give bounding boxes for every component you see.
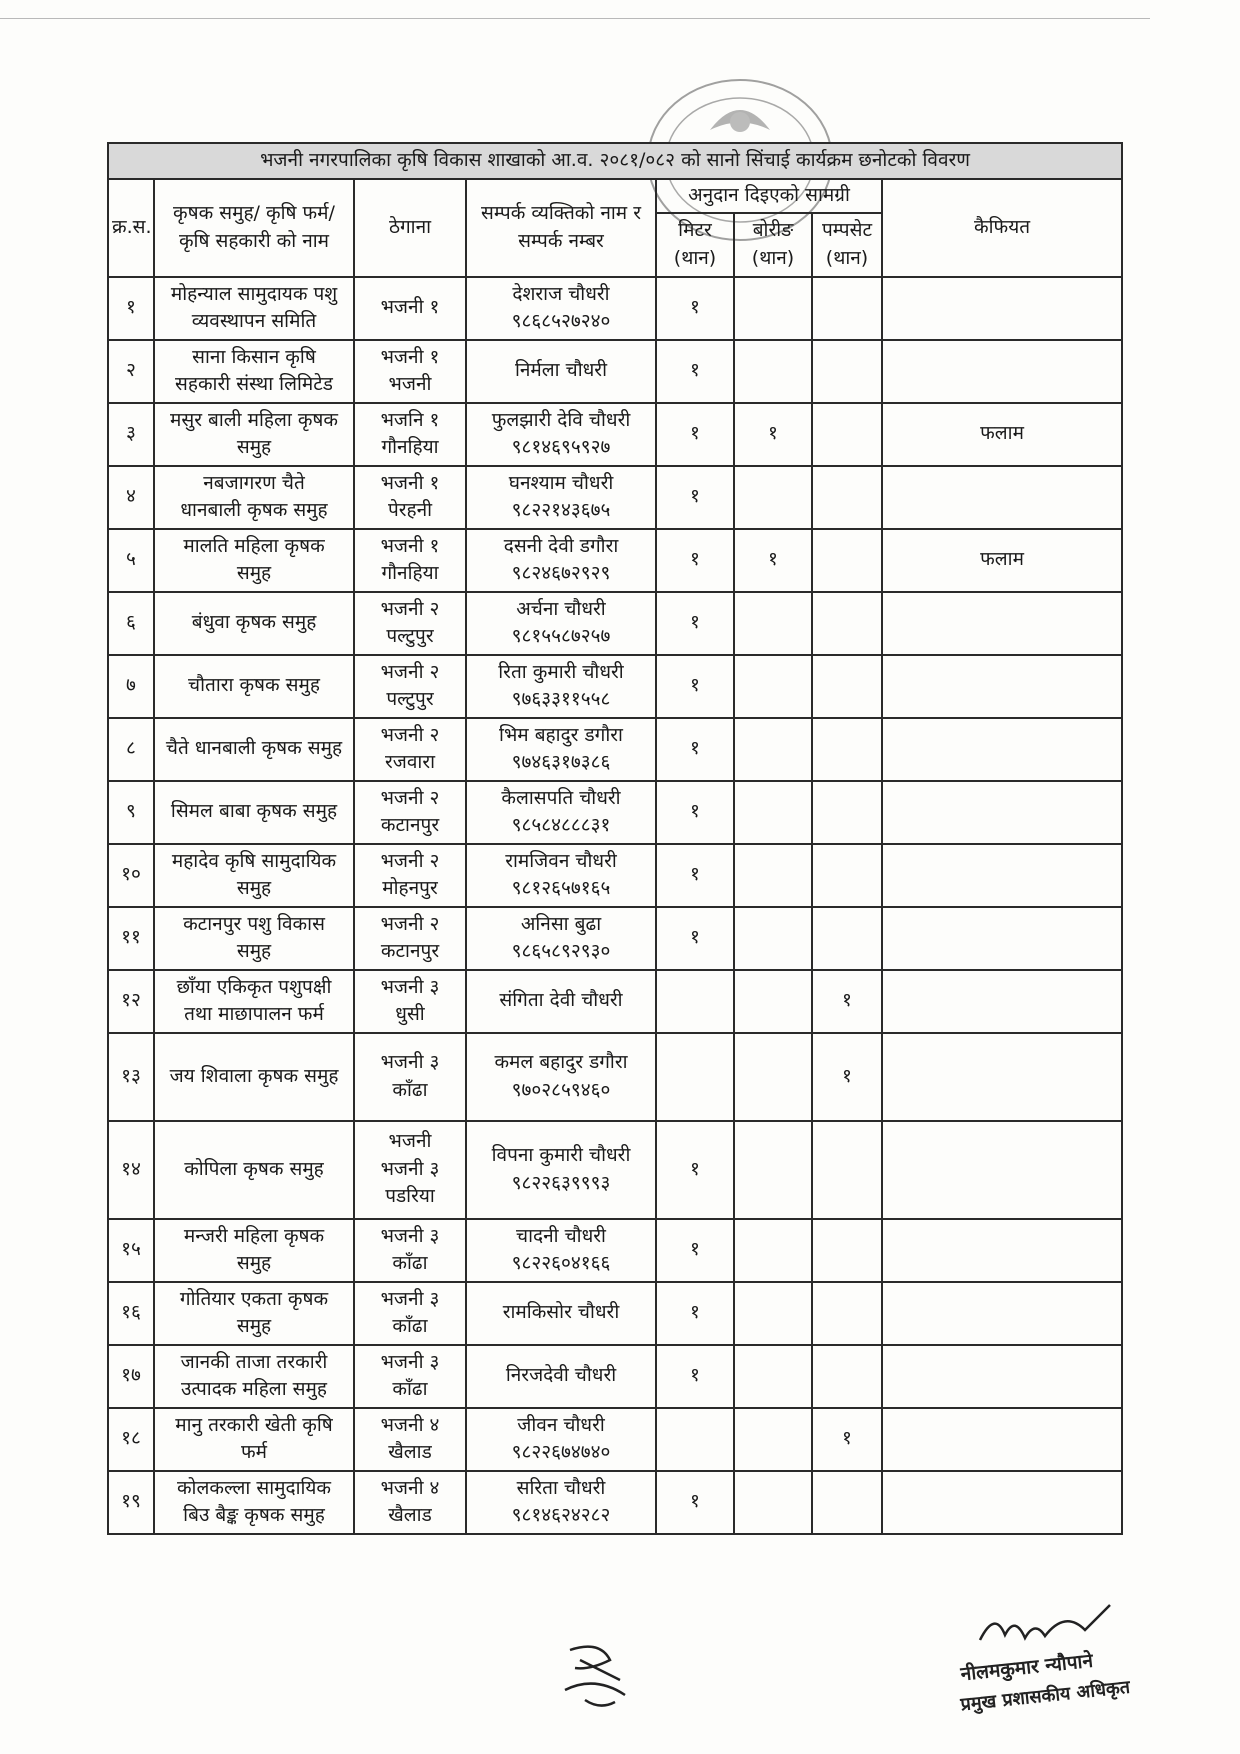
cell-pumpset [812,340,882,403]
table-row [108,1282,1122,1345]
cell-contact-line: फुलझारी देवि चौधरी [491,408,631,431]
cell-address-line: भजनी [388,373,432,396]
cell-remarks [882,1219,1122,1282]
cell-contact-line: निरजदेवी चौधरी [505,1364,617,1387]
cell-meter: १ [656,718,734,781]
cell-pumpset [812,1121,882,1219]
cell-contact [466,844,656,907]
cell-address-line: पडरिया [385,1185,435,1208]
header-sn: क्र.स. [108,179,154,277]
cell-meter: १ [656,655,734,718]
cell-address-line: गौनहिया [381,562,439,585]
cell-name [154,592,354,655]
cell-name-line: धानबाली कृषक समुह [180,499,328,522]
cell-address-line: कटानपुर [380,814,440,837]
cell-contact [466,1408,656,1471]
cell-remarks: फलाम [882,403,1122,466]
cell-boring [734,1345,812,1408]
cell-sn: १० [108,844,154,907]
cell-pumpset: १ [812,970,882,1033]
cell-remarks [882,1471,1122,1534]
cell-sn: ४ [108,466,154,529]
cell-boring: १ [734,529,812,592]
cell-pumpset [812,1219,882,1282]
cell-contact [466,466,656,529]
cell-name [154,1282,354,1345]
cell-pumpset [812,466,882,529]
cell-contact-line: ९८१२६५७१६५ [511,877,611,900]
cell-address-line: भजनी २ [380,849,440,872]
cell-boring [734,1121,812,1219]
cell-remarks [882,1033,1122,1121]
cell-name-line: समुह [236,562,272,585]
cell-meter [656,1033,734,1121]
cell-contact [466,529,656,592]
cell-address [354,655,466,718]
table-row [108,970,1122,1033]
cell-contact-line: अर्चना चौधरी [516,597,606,620]
cell-name-line: नबजागरण चैते [203,471,305,494]
cell-name-line: समुह [236,1252,272,1275]
header-contact: सम्पर्क व्यक्तिको नाम र सम्पर्क नम्बर [466,179,656,277]
cell-pumpset [812,655,882,718]
table-row [108,466,1122,529]
cell-name [154,1121,354,1219]
cell-contact-line: ९८१४६९५९२७ [511,436,611,459]
cell-contact-line: जीवन चौधरी [517,1413,605,1436]
cell-remarks [882,970,1122,1033]
cell-contact [466,1471,656,1534]
cell-contact [466,1033,656,1121]
table-title: भजनी नगरपालिका कृषि विकास शाखाको आ.व. २०८१/०८२ को सानो सिंचाई कार्यक्रम छनोटको विवरण [108,143,1122,179]
cell-address-line: काँढा [392,1315,428,1338]
cell-name-line: छाँया एकिकृत पशुपक्षी [176,975,332,998]
table-row [108,1033,1122,1121]
cell-boring: १ [734,403,812,466]
cell-sn: ६ [108,592,154,655]
cell-address [354,1345,466,1408]
cell-contact [466,403,656,466]
cell-boring [734,340,812,403]
cell-name-line: साना किसान कृषि [192,345,316,368]
cell-name-line: चैते धानबाली कृषक समुह [165,737,343,760]
cell-sn: ५ [108,529,154,592]
cell-address-line: पल्टुपुर [386,688,434,711]
cell-contact-line: ९८२२६०४१६६ [511,1252,611,1275]
table-row [108,1121,1122,1219]
cell-contact [466,907,656,970]
cell-remarks [882,466,1122,529]
cell-address-line: गौनहिया [381,436,439,459]
official-name: नीलमकुमार न्यौपाने [959,1649,1094,1686]
cell-address-line: काँढा [392,1252,428,1275]
cell-address-line: भजनि १ [380,408,440,431]
cell-pumpset [812,277,882,340]
cell-name-line: कटानपुर पशु विकास [183,912,325,935]
cell-address-line: कटानपुर [380,940,440,963]
cell-name-line: गोतियार एकता कृषक [179,1287,329,1310]
cell-remarks [882,907,1122,970]
table-row [108,1219,1122,1282]
cell-contact-line: कमल बहादुर डगौरा [494,1051,628,1073]
cell-contact [466,1219,656,1282]
cell-boring [734,1219,812,1282]
cell-sn: १२ [108,970,154,1033]
cell-name [154,1471,354,1534]
cell-contact [466,718,656,781]
cell-name-line: बंधुवा कृषक समुह [191,611,317,634]
header-meter: मिटर (थान) [656,213,734,277]
cell-meter: १ [656,844,734,907]
cell-address [354,340,466,403]
cell-address [354,781,466,844]
cell-meter: १ [656,403,734,466]
cell-meter [656,1408,734,1471]
cell-contact [466,277,656,340]
cell-name [154,655,354,718]
cell-remarks: फलाम [882,529,1122,592]
cell-address-line: भजनी २ [380,912,440,935]
cell-address-line: खैलाड [388,1441,432,1464]
cell-boring [734,1033,812,1121]
cell-name [154,1408,354,1471]
cell-pumpset [812,781,882,844]
cell-name-line: मन्जरी महिला कृषक [183,1224,325,1247]
table-row [108,907,1122,970]
table-body [108,277,1122,1534]
signature-mark [550,1640,640,1715]
cell-sn: १३ [108,1033,154,1121]
cell-address-line: भजनी ३ [380,1224,440,1247]
table-row [108,655,1122,718]
cell-name-line: उत्पादक महिला समुह [181,1378,327,1401]
table-row [108,1471,1122,1534]
cell-name-line: जय शिवाला कृषक समुह [169,1064,339,1087]
cell-contact-line: सरिता चौधरी [516,1476,606,1499]
cell-address [354,592,466,655]
cell-contact-line: ९८६८५२७२४० [511,310,611,333]
cell-address-line: भजनी ३ [380,1051,440,1073]
cell-contact-line: ९८२२६७४७४० [511,1441,611,1464]
cell-address [354,1408,466,1471]
cell-address-line: पल्टुपुर [386,625,434,648]
cell-boring [734,781,812,844]
cell-name [154,529,354,592]
cell-name-line: जानकी ताजा तरकारी [180,1350,328,1373]
table-row [108,277,1122,340]
cell-name-line: तथा माछापालन फर्म [184,1003,324,1026]
cell-address-line: काँढा [392,1078,428,1101]
cell-sn: ११ [108,907,154,970]
cell-meter: १ [656,277,734,340]
cell-meter: १ [656,781,734,844]
cell-address-line: खैलाड [388,1504,432,1527]
cell-sn: ३ [108,403,154,466]
cell-contact-line: ९७०२८५९४६० [511,1078,611,1101]
cell-boring [734,655,812,718]
cell-name-line: मोहन्याल सामुदायक पशु [170,282,338,305]
table-row [108,718,1122,781]
cell-contact-line: ९८६५८९२९३० [511,940,611,963]
cell-boring [734,592,812,655]
cell-contact [466,592,656,655]
cell-boring [734,970,812,1033]
cell-contact-line: ९८२२६३९९९३ [511,1171,611,1194]
cell-address-line: धुसी [395,1003,425,1026]
cell-contact-line: ९८५८४८८८३१ [511,814,611,837]
cell-name-line: चौतारा कृषक समुह [188,674,320,697]
cell-address [354,970,466,1033]
cell-meter: १ [656,1282,734,1345]
cell-sn: २ [108,340,154,403]
cell-sn: १८ [108,1408,154,1471]
cell-name [154,970,354,1033]
cell-contact-line: ९७४६३१७३८६ [511,751,611,774]
cell-contact [466,1345,656,1408]
table-row [108,403,1122,466]
cell-name [154,781,354,844]
cell-pumpset [812,1282,882,1345]
cell-meter: १ [656,340,734,403]
cell-boring [734,277,812,340]
cell-boring [734,718,812,781]
cell-contact-line: रिता कुमारी चौधरी [498,660,624,683]
cell-name-line: सिमल बाबा कृषक समुह [170,800,338,823]
cell-contact-line: निर्मला चौधरी [514,359,608,382]
cell-contact [466,970,656,1033]
cell-address-line: पेरहनी [387,499,433,522]
cell-contact [466,1121,656,1219]
table-row [108,1345,1122,1408]
cell-name [154,1219,354,1282]
cell-remarks [882,718,1122,781]
cell-contact-line: अनिसा बुढा [520,912,602,935]
cell-address [354,466,466,529]
cell-address [354,1471,466,1534]
cell-address-line: भजनी २ [380,786,440,809]
cell-address-line: भजनी ४ [380,1413,440,1436]
cell-name-line: मालति महिला कृषक [183,534,325,557]
cell-boring [734,844,812,907]
cell-pumpset [812,592,882,655]
cell-contact-line: ९७६३३११५५८ [511,688,611,711]
cell-name [154,1033,354,1121]
cell-boring [734,1282,812,1345]
cell-name-line: सहकारी संस्था लिमिटेड [175,373,333,396]
cell-contact [466,655,656,718]
cell-address-line: भजनी २ [380,660,440,683]
header-remarks: कैफियत [882,179,1122,277]
cell-meter: १ [656,1121,734,1219]
cell-address [354,403,466,466]
cell-address-line: भजनी १ [380,345,440,368]
cell-name-line: मसुर बाली महिला कृषक [169,408,338,431]
cell-contact-line: ९८२२१४३६७५ [511,499,611,522]
header-name: कृषक समुह/ कृषि फर्म/ कृषि सहकारी को नाम [154,179,354,277]
cell-pumpset [812,907,882,970]
cell-contact-line: रामजिवन चौधरी [505,849,617,872]
cell-contact [466,340,656,403]
cell-address [354,907,466,970]
cell-remarks [882,1345,1122,1408]
cell-address [354,277,466,340]
cell-address [354,844,466,907]
cell-name-line: समुह [236,940,272,963]
cell-address-line: भजनी ३ [380,1287,440,1310]
cell-boring [734,466,812,529]
cell-pumpset [812,1471,882,1534]
cell-remarks [882,1282,1122,1345]
cell-pumpset [812,403,882,466]
cell-name-line: फर्म [240,1441,267,1464]
cell-contact-line: देशराज चौधरी [512,282,610,305]
header-boring: बोरीङ (थान) [734,213,812,277]
cell-contact-line: रामकिसोर चौधरी [502,1301,620,1324]
cell-sn: १ [108,277,154,340]
cell-name [154,907,354,970]
cell-address-line: भजनी ३ [380,975,440,998]
cell-sn: ८ [108,718,154,781]
cell-name-line: समुह [236,1315,272,1338]
cell-contact-line: विपना कुमारी चौधरी [491,1144,631,1166]
cell-pumpset [812,529,882,592]
cell-boring [734,1408,812,1471]
cell-address-line: भजनी ३ [380,1157,440,1180]
cell-name-line: समुह [236,877,272,900]
cell-contact-line: दसनी देवी डगौरा [503,534,619,557]
header-pumpset: पम्पसेट (थान) [812,213,882,277]
cell-remarks [882,1121,1122,1219]
header-address: ठेगाना [354,179,466,277]
cell-meter: १ [656,1345,734,1408]
cell-name-line: समुह [236,436,272,459]
cell-sn: १४ [108,1121,154,1219]
table-row [108,781,1122,844]
cell-address [354,1033,466,1121]
cell-address-line: भजनी १ [380,471,440,494]
cell-sn: ९ [108,781,154,844]
cell-name-line: महादेव कृषि सामुदायिक [171,849,337,872]
cell-address-line: भजनी २ [380,597,440,620]
cell-name-line: व्यवस्थापन समिति [191,310,317,333]
cell-sn: १७ [108,1345,154,1408]
cell-address-line: भजनी १ [380,296,440,319]
cell-sn: १५ [108,1219,154,1282]
cell-meter [656,970,734,1033]
cell-sn: १९ [108,1471,154,1534]
cell-pumpset [812,1345,882,1408]
top-rule [0,18,1150,19]
cell-remarks [882,592,1122,655]
cell-address-line: भजनी ४ [380,1476,440,1499]
cell-contact-line: भिम बहादुर डगौरा [499,723,623,746]
cell-contact-line: ९८१४६२४२८२ [511,1504,611,1527]
cell-address [354,1282,466,1345]
cell-sn: १६ [108,1282,154,1345]
cell-pumpset [812,718,882,781]
cell-name [154,403,354,466]
cell-address [354,1121,466,1219]
table-row [108,529,1122,592]
cell-name-line: कोलकल्ला सामुदायिक [176,1476,332,1499]
cell-contact [466,1282,656,1345]
cell-meter: १ [656,1219,734,1282]
cell-pumpset: १ [812,1033,882,1121]
official-stamp [959,1648,1200,1716]
cell-remarks [882,781,1122,844]
table-row [108,844,1122,907]
table-row [108,340,1122,403]
header-materials-group: अनुदान दिइएको सामग्री [656,179,882,213]
cell-remarks [882,844,1122,907]
cell-name [154,718,354,781]
cell-name [154,466,354,529]
cell-name-line: कोपिला कृषक समुह [184,1157,324,1180]
cell-contact-line: चादनी चौधरी [516,1224,606,1247]
cell-remarks [882,277,1122,340]
cell-meter: १ [656,907,734,970]
cell-meter: १ [656,592,734,655]
cell-name [154,844,354,907]
cell-remarks [882,655,1122,718]
cell-pumpset: १ [812,1408,882,1471]
cell-boring [734,907,812,970]
cell-contact-line: ९८२४६७२९२९ [511,562,611,585]
cell-address-line: काँढा [392,1378,428,1401]
program-selection-table [107,142,1123,1535]
cell-boring [734,1471,812,1534]
cell-remarks [882,1408,1122,1471]
cell-name-line: बिउ बैङ्क कृषक समुह [183,1504,325,1527]
cell-pumpset [812,844,882,907]
cell-meter: १ [656,466,734,529]
cell-address [354,718,466,781]
cell-address-line: भजनी २ [380,723,440,746]
table-row [108,592,1122,655]
cell-address [354,529,466,592]
cell-meter: १ [656,529,734,592]
cell-address [354,1219,466,1282]
cell-address-line: भजनी [388,1130,432,1153]
cell-name [154,1345,354,1408]
official-designation: प्रमुख प्रशासकीय अधिकृत [959,1676,1131,1716]
cell-address-line: भजनी १ [380,534,440,557]
cell-name-line: मानु तरकारी खेती कृषि [175,1413,333,1436]
cell-name [154,277,354,340]
cell-remarks [882,340,1122,403]
cell-address-line: भजनी ३ [380,1350,440,1373]
cell-meter: १ [656,1471,734,1534]
cell-contact-line: घनश्याम चौधरी [508,471,614,494]
cell-address-line: मोहनपुर [382,877,438,900]
cell-contact [466,781,656,844]
table-row [108,1408,1122,1471]
cell-name [154,340,354,403]
cell-contact-line: ९८१५५८७२५७ [511,625,611,648]
cell-contact-line: कैलासपति चौधरी [501,786,621,809]
cell-sn: ७ [108,655,154,718]
cell-contact-line: संगिता देवी चौधरी [499,989,623,1012]
cell-address-line: रजवारा [384,751,436,774]
